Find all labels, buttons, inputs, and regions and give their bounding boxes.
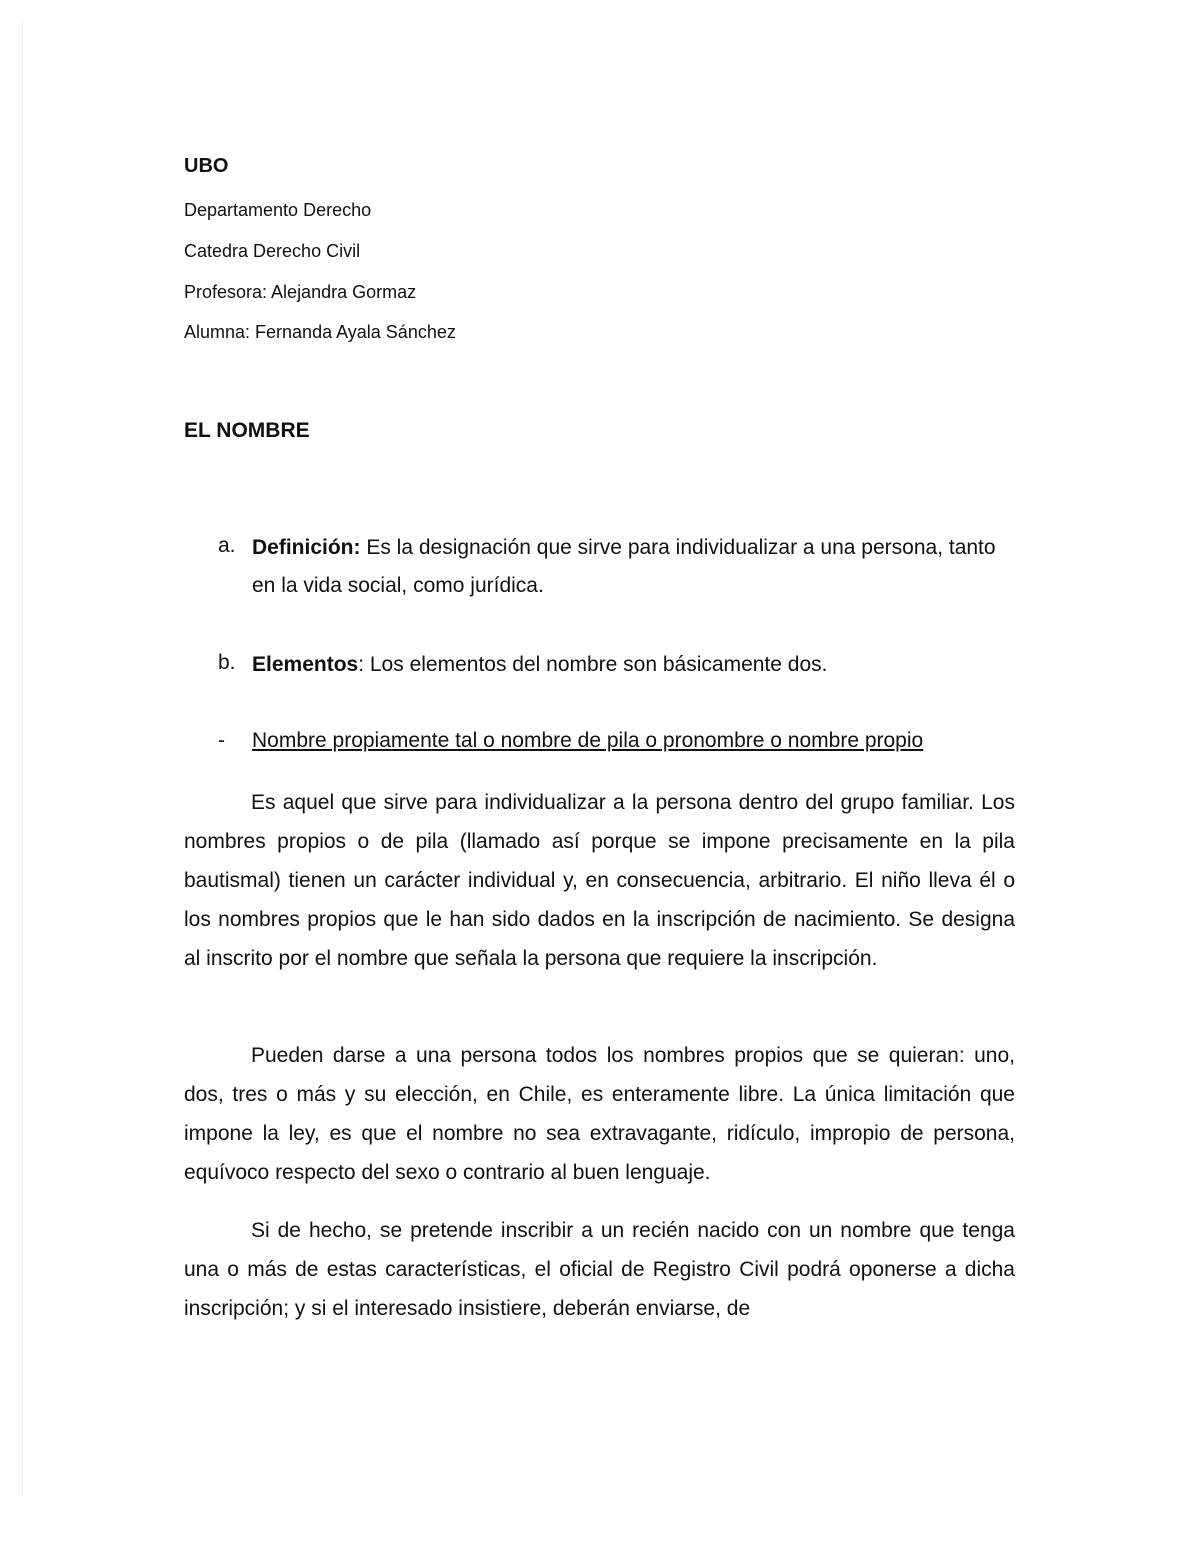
list-marker-b: b. [218, 651, 236, 674]
page-left-edge [22, 20, 23, 1495]
elements-item [252, 646, 1015, 684]
department-line: Departamento Derecho [184, 200, 372, 220]
elements-term: Elementos [252, 653, 359, 676]
list-marker-a: a. [218, 534, 236, 557]
section-subtitle: Nombre propiamente tal o nombre de pila o pronombre o nombre propio [252, 729, 924, 752]
dash-marker: - [218, 729, 225, 752]
definition-item [252, 529, 1015, 605]
paragraph-2: Pueden darse a una persona todos los nombres propios que se quieran: uno, dos, tres o más y su elección, en Chile, es enteramente libre. La única limitación que impone la ley, es que el nombre no sea extravagante, ridículo, impropio de persona, equívoco respecto del sexo o contrario al buen lenguaje. [184, 1044, 1015, 1184]
institution-name: UBO [184, 155, 229, 177]
document-title: EL NOMBRE [184, 419, 310, 442]
elements-text: : Los elementos del nombre son básicamente dos. [358, 653, 828, 676]
course-line: Catedra Derecho Civil [184, 241, 361, 261]
paragraph-3: Si de hecho, se pretende inscribir a un recién nacido con un nombre que tenga una o más de estas características, el oficial de Registro Civil podrá oponerse a dicha inscripción; y si el interesado insistiere, deberán enviarse, de [184, 1219, 1015, 1320]
definition-term: Definición: [252, 536, 361, 559]
paragraph-1: Es aquel que sirve para individualizar a la persona dentro del grupo familiar. Los nombres propios o de pila (llamado así porque se impone precisamente en la pila bautismal) tienen un carácter individual y, en consecuencia, arbitrario. El niño lleva él o los nombres propios que le han sido dados en la inscripción de nacimiento. Se designa al inscrito por el nombre que señala la persona que requiere la inscripción. [184, 791, 1015, 970]
teacher-line: Profesora: Alejandra Gormaz [184, 282, 417, 302]
student-line: Alumna: Fernanda Ayala Sánchez [184, 322, 456, 342]
definition-text: Es la designación que sirve para individualizar a una persona, tanto en la vida social, como jurídica. [252, 536, 996, 597]
